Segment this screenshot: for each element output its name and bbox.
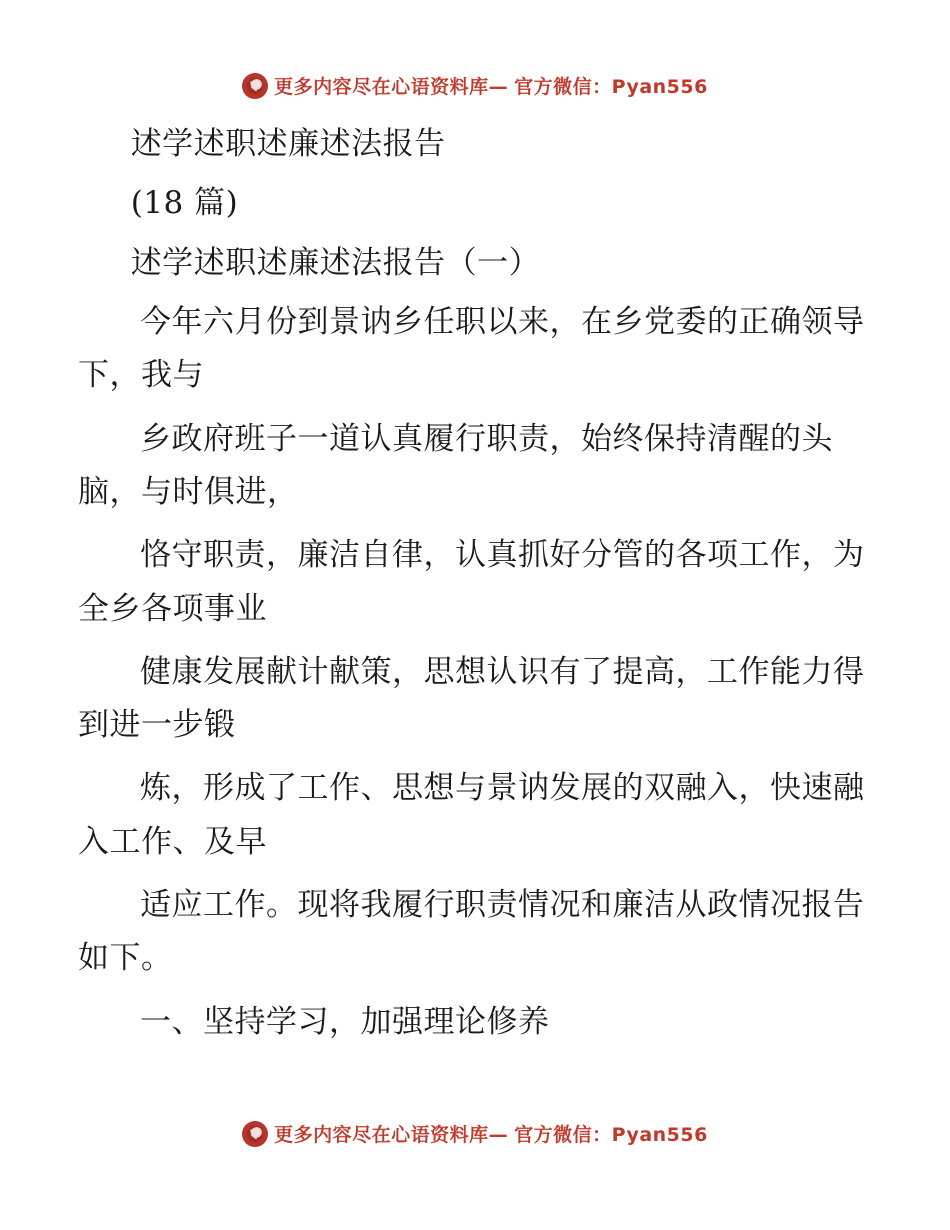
- watermark-text: 更多内容尽在心语资料库—: [274, 76, 509, 98]
- document-subtitle-count: (18 篇): [130, 185, 239, 222]
- paragraph: 一、坚持学习，加强理论修养: [140, 1003, 550, 1040]
- paragraph: 炼，形成了工作、思想与景讷发展的双融入，快速融入工作、及早: [78, 770, 865, 860]
- heart-seal-logo-icon: [242, 1121, 268, 1147]
- watermark-banner-bottom: [0, 1120, 950, 1147]
- paragraph: 适应工作。现将我履行职责情况和廉洁从政情况报告如下。: [78, 887, 865, 977]
- watermark-wechat-text: 官方微信：Pyan556: [514, 76, 708, 98]
- paragraph: 恪守职责，廉洁自律，认真抓好分管的各项工作，为全乡各项事业: [78, 537, 865, 627]
- document-section-heading: 述学述职述廉述法报告（一）: [130, 244, 541, 281]
- paragraph: 乡政府班子一道认真履行职责，始终保持清醒的头脑，与时俱进，: [78, 420, 833, 510]
- paragraph: 健康发展献计献策，思想认识有了提高，工作能力得到进一步锻: [78, 653, 865, 744]
- paragraph: 今年六月份到景讷乡任职以来，在乡党委的正确领导下，我与: [78, 303, 865, 394]
- document-title: 述学述职述廉述法报告: [130, 126, 446, 162]
- watermark-wechat-text: 官方微信：Pyan556: [514, 1124, 708, 1146]
- watermark-banner-top: [0, 72, 950, 99]
- heart-seal-logo-icon: [242, 73, 268, 99]
- watermark-text: 更多内容尽在心语资料库—: [274, 1124, 509, 1146]
- document-body: [0, 118, 950, 1059]
